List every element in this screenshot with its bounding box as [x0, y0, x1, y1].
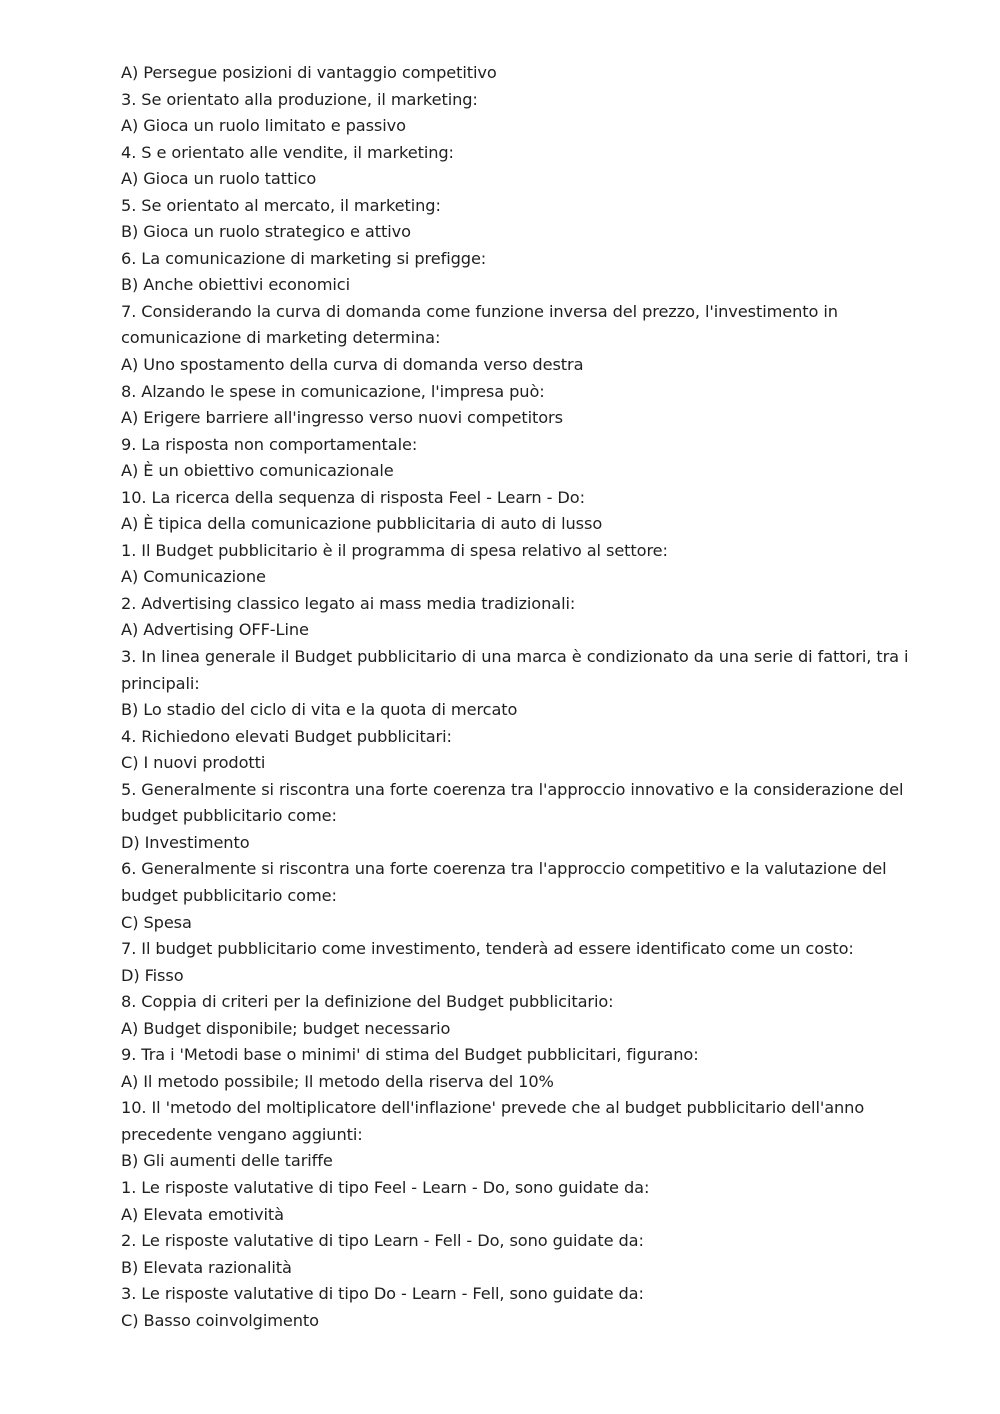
text-line: A) Gioca un ruolo limitato e passivo: [121, 116, 406, 136]
text-line: 8. Coppia di criteri per la definizione del Budget pubblicitario:: [121, 992, 614, 1012]
text-line: A) Uno spostamento della curva di domanda verso destra: [121, 355, 584, 375]
text-line: B) Anche obiettivi economici: [121, 275, 351, 295]
text-line: A) Elevata emotività: [121, 1204, 284, 1224]
text-line: B) Elevata razionalità: [121, 1257, 292, 1277]
text-line: 3. Se orientato alla produzione, il marketing:: [121, 89, 478, 109]
text-line: 8. Alzando le spese in comunicazione, l'impresa può:: [121, 381, 545, 401]
text-line: A) Budget disponibile; budget necessario: [121, 1018, 451, 1038]
text-line: 6. Generalmente si riscontra una forte coerenza tra l'approccio competitivo e la valutazione del budget pubblicitario come:: [121, 859, 887, 905]
text-line: A) Il metodo possibile; Il metodo della riserva del 10%: [121, 1071, 554, 1091]
text-line: B) Gioca un ruolo strategico e attivo: [121, 222, 411, 242]
text-line: 1. Le risposte valutative di tipo Feel - Learn - Do, sono guidate da:: [121, 1177, 650, 1197]
text-line: 10. La ricerca della sequenza di risposta Feel - Learn - Do:: [121, 487, 585, 507]
text-line: C) Spesa: [121, 912, 192, 932]
text-line: A) Persegue posizioni di vantaggio competitivo: [121, 63, 497, 82]
text-line: 2. Advertising classico legato ai mass media tradizionali:: [121, 593, 576, 613]
text-line: A) Gioca un ruolo tattico: [121, 169, 317, 189]
text-line: C) Basso coinvolgimento: [121, 1310, 319, 1330]
text-line: 3. In linea generale il Budget pubblicitario di una marca è condizionato da una serie di fattori, tra i principali:: [121, 647, 909, 693]
text-line: 1. Il Budget pubblicitario è il programma di spesa relativo al settore:: [121, 540, 668, 560]
text-line: 7. Il budget pubblicitario come investimento, tenderà ad essere identificato come un costo:: [121, 939, 854, 959]
text-line: A) È un obiettivo comunicazionale: [121, 461, 394, 481]
text-line: C) I nuovi prodotti: [121, 753, 266, 773]
text-line: 9. Tra i 'Metodi base o minimi' di stima del Budget pubblicitari, figurano:: [121, 1045, 699, 1065]
text-line: B) Lo stadio del ciclo di vita e la quota di mercato: [121, 700, 518, 720]
text-line: D) Fisso: [121, 965, 184, 985]
text-line: A) Comunicazione: [121, 567, 266, 587]
text-line: 10. Il 'metodo del moltiplicatore dell'inflazione' prevede che al budget pubblicitario dell'anno precedente vengano aggiunti:: [121, 1098, 865, 1144]
text-line: 5. Se orientato al mercato, il marketing:: [121, 195, 441, 215]
text-line: A) Advertising OFF-Line: [121, 620, 309, 640]
text-line: D) Investimento: [121, 832, 250, 852]
text-line: B) Gli aumenti delle tariffe: [121, 1151, 333, 1171]
text-line: 4. Richiedono elevati Budget pubblicitari:: [121, 726, 452, 746]
text-line: 4. S e orientato alle vendite, il marketing:: [121, 142, 454, 162]
text-line: A) È tipica della comunicazione pubblicitaria di auto di lusso: [121, 514, 603, 534]
text-line: 5. Generalmente si riscontra una forte coerenza tra l'approccio innovativo e la considerazione del budget pubblicitario come:: [121, 779, 904, 826]
text-line: 6. La comunicazione di marketing si prefigge:: [121, 248, 487, 268]
text-line: 3. Le risposte valutative di tipo Do - Learn - Fell, sono guidate da:: [121, 1284, 644, 1304]
text-line: 7. Considerando la curva di domanda come funzione inversa del prezzo, l'investimento in comunicazione di marketing determina:: [121, 301, 838, 348]
text-line: A) Erigere barriere all'ingresso verso nuovi competitors: [121, 408, 563, 428]
text-line: 9. La risposta non comportamentale:: [121, 434, 418, 454]
document-page: [121, 60, 921, 1334]
text-line: 2. Le risposte valutative di tipo Learn - Fell - Do, sono guidate da:: [121, 1231, 644, 1251]
